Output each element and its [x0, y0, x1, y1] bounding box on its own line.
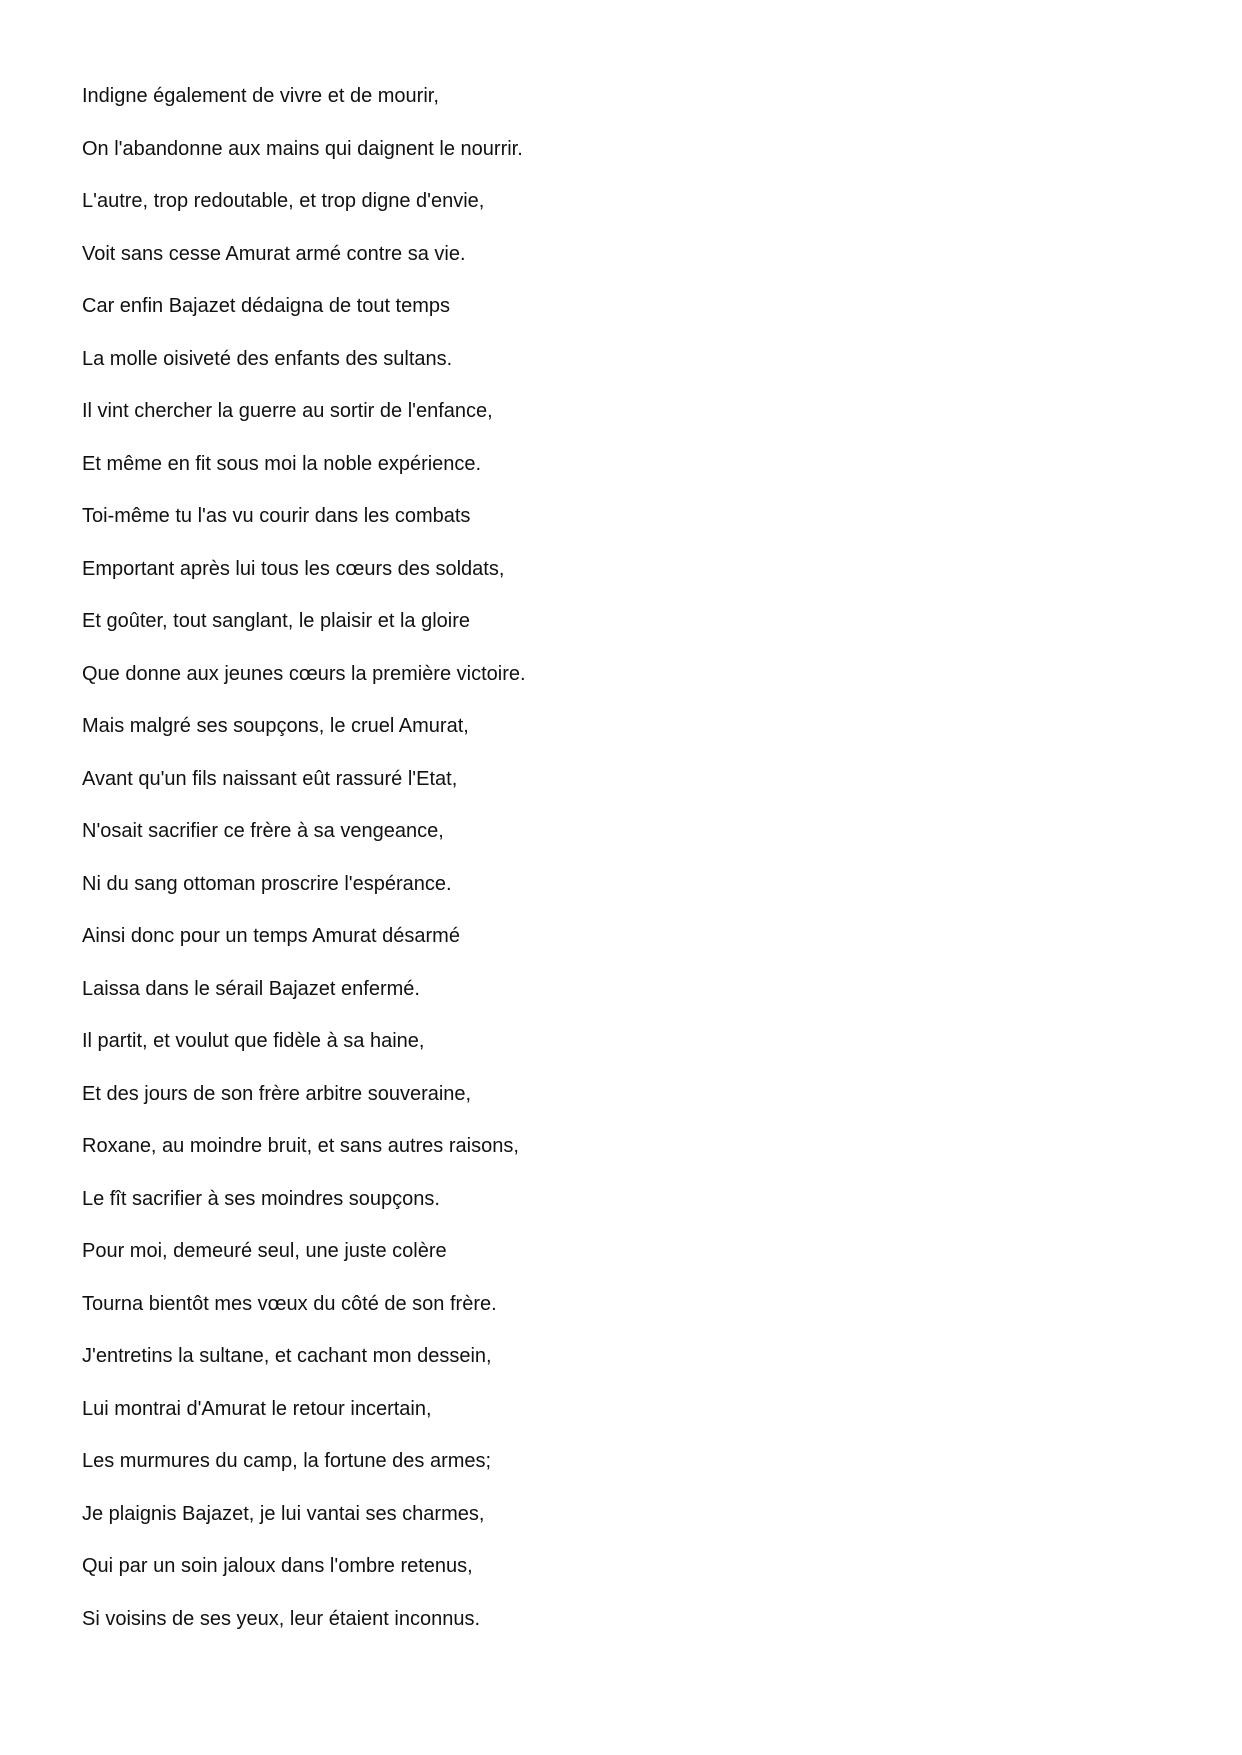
verse-line: Lui montrai d'Amurat le retour incertain,	[82, 1397, 432, 1420]
verse-line: Ni du sang ottoman proscrire l'espérance.	[82, 872, 452, 895]
verse-list	[82, 76, 526, 1651]
verse-line: Si voisins de ses yeux, leur étaient inconnus.	[82, 1607, 480, 1630]
verse-line: Tourna bientôt mes vœux du côté de son frère.	[82, 1292, 497, 1315]
verse-line: Laissa dans le sérail Bajazet enfermé.	[82, 977, 420, 1000]
verse-line: Que donne aux jeunes cœurs la première victoire.	[82, 662, 526, 685]
verse-line: Et même en fit sous moi la noble expérience.	[82, 452, 482, 475]
verse-line: Roxane, au moindre bruit, et sans autres raisons,	[82, 1135, 519, 1157]
verse-line: N'osait sacrifier ce frère à sa vengeance,	[82, 820, 444, 842]
verse-line: J'entretins la sultane, et cachant mon dessein,	[82, 1345, 492, 1367]
verse-line: Car enfin Bajazet dédaigna de tout temps	[82, 295, 451, 317]
verse-line: Avant qu'un fils naissant eût rassuré l'Etat,	[82, 767, 458, 790]
verse-line: Et des jours de son frère arbitre souveraine,	[82, 1082, 472, 1105]
verse-line: Et goûter, tout sanglant, le plaisir et la gloire	[82, 610, 471, 632]
verse-line: Les murmures du camp, la fortune des armes;	[82, 1450, 492, 1472]
verse-line: L'autre, trop redoutable, et trop digne d'envie,	[82, 190, 485, 212]
verse-line: Il vint chercher la guerre au sortir de l'enfance,	[82, 400, 493, 422]
verse-line: On l'abandonne aux mains qui daignent le nourrir.	[82, 137, 523, 160]
verse-line: Voit sans cesse Amurat armé contre sa vie.	[82, 242, 466, 265]
verse-line: Toi-même tu l'as vu courir dans les combats	[82, 505, 471, 527]
verse-line: Emportant après lui tous les cœurs des soldats,	[82, 557, 505, 580]
verse-line: Il partit, et voulut que fidèle à sa haine,	[82, 1030, 425, 1052]
verse-line: Le fît sacrifier à ses moindres soupçons.	[82, 1187, 440, 1210]
verse-line: La molle oisiveté des enfants des sultans.	[82, 347, 453, 370]
verse-line: Je plaignis Bajazet, je lui vantai ses charmes,	[82, 1502, 485, 1525]
verse-line: Qui par un soin jaloux dans l'ombre retenus,	[82, 1555, 473, 1577]
verse-line: Ainsi donc pour un temps Amurat désarmé	[82, 925, 460, 947]
verse-line: Mais malgré ses soupçons, le cruel Amurat,	[82, 715, 469, 737]
verse-line: Indigne également de vivre et de mourir,	[82, 85, 439, 107]
verse-line: Pour moi, demeuré seul, une juste colère	[82, 1240, 447, 1262]
